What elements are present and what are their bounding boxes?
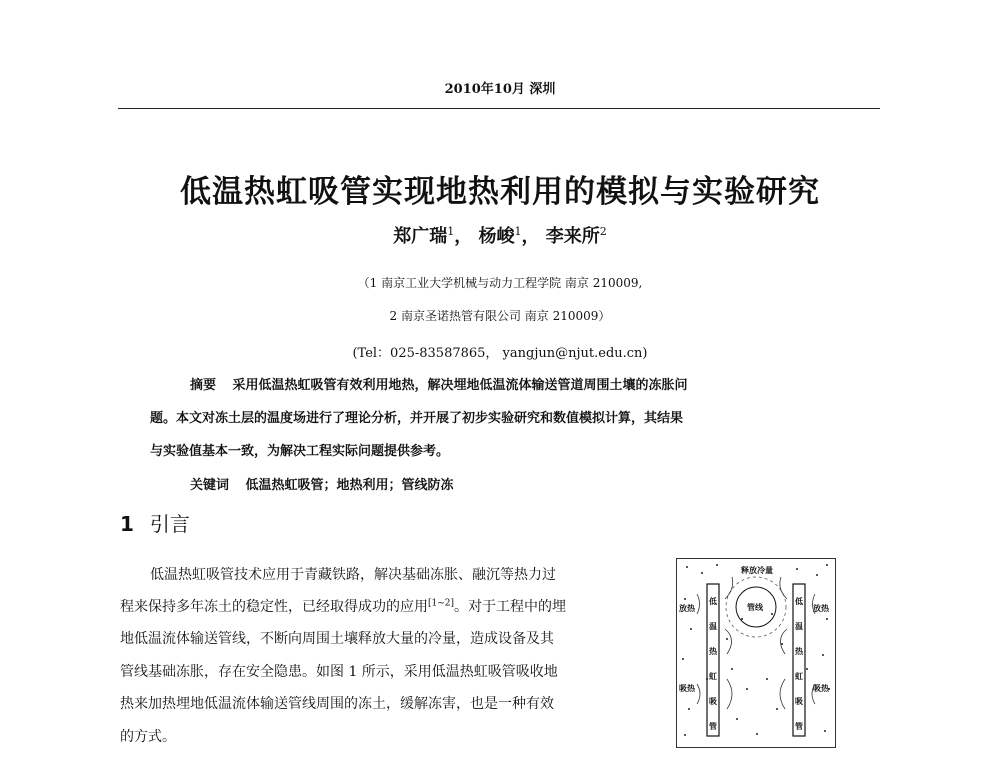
tube-char: 管 (709, 722, 717, 731)
abstract-text: 采用低温热虹吸管有效利用地热，解决埋地低温流体输送管道周围土壤的冻胀问 (232, 378, 688, 393)
figure-label-release-cold: 释放冷量 (741, 566, 773, 575)
header-rule (118, 108, 880, 109)
tube-char: 低 (709, 597, 717, 606)
paper-title: 低温热虹吸管实现地热利用的模拟与实验研究 (180, 174, 820, 210)
contact-info: (Tel：025-83587865， yangjun@njut.edu.cn) (352, 346, 648, 361)
keywords-line (190, 474, 454, 493)
soil-particles (682, 564, 830, 736)
left-tube-label (708, 596, 718, 731)
body-line: 的方式。 (120, 729, 176, 745)
tube-char: 虹 (795, 672, 803, 681)
section-title: 引言 (149, 512, 190, 536)
citation: [1~2] (428, 598, 455, 609)
thermosyphon-tube-left (707, 584, 719, 736)
figure-1-thermosyphon-diagram (676, 558, 836, 748)
right-tube-label (794, 596, 804, 731)
body-line: 管线基础冻胀，存在安全隐患。如图 1 所示，采用低温热虹吸管吸收地 (120, 664, 558, 680)
section-number: 1 (120, 512, 134, 536)
tube-char: 温 (795, 622, 803, 631)
figure-label-pipeline: 管线 (747, 603, 763, 612)
author-affil-mark: 1 (514, 225, 522, 238)
body-line: 低温热虹吸管技术应用于青藏铁路，解决基础冻胀、融沉等热力过 (150, 567, 556, 583)
author-name: 郑广瑞 (393, 226, 448, 247)
tube-char: 温 (709, 622, 717, 631)
keywords-text: 低温热虹吸管；地热利用；管线防冻 (245, 478, 454, 493)
body-line: 热来加热埋地低温流体输送管线周围的冻土，缓解冻害，也是一种有效 (120, 696, 554, 712)
author-name: 杨峻 (478, 226, 515, 247)
author-affil-mark: 1 (447, 225, 455, 238)
body-line: 地低温流体输送管线，不断向周围土壤释放大量的冷量，造成设备及其 (120, 631, 554, 647)
thermosyphon-tube-right (793, 584, 805, 736)
author-name: 李来所 (545, 226, 600, 247)
section-heading (120, 508, 190, 537)
running-header: 2010年10月 深圳 (444, 82, 556, 97)
affiliation-1: （1 南京工业大学机械与动力工程学院 南京 210009, (357, 276, 643, 290)
tube-char: 低 (795, 597, 803, 606)
figure-diagram-svg (677, 559, 835, 747)
tube-char: 热 (709, 647, 717, 656)
body-text: 。对于工程中的埋 (454, 599, 567, 615)
tube-char: 热 (795, 647, 803, 656)
tube-char: 吸 (709, 697, 717, 706)
abstract-line-1 (190, 374, 688, 393)
abstract-line-2: 题。本文对冻土层的温度场进行了理论分析，并开展了初步实验研究和数值模拟计算，其结果 (150, 411, 684, 426)
abstract-line-3: 与实验值基本一致，为解决工程实际问题提供参考。 (150, 444, 450, 459)
body-text: 程来保持多年冻土的稳定性，已经取得成功的应用 (120, 599, 428, 615)
abstract-label: 摘要 (190, 378, 217, 393)
body-line (120, 596, 566, 616)
figure-label-left-absorb: 吸热 (679, 684, 695, 693)
figure-label-left-release: 放热 (679, 604, 695, 613)
tube-char: 吸 (795, 697, 803, 706)
tube-char: 管 (795, 722, 803, 731)
affiliation-2: 2 南京圣诺热管有限公司 南京 210009） (389, 309, 611, 323)
figure-label-right-release: 放热 (813, 604, 829, 613)
figure-label-right-absorb: 吸热 (813, 684, 829, 693)
tube-char: 虹 (709, 672, 717, 681)
keywords-label: 关键词 (190, 478, 230, 493)
author-affil-mark: 2 (599, 225, 607, 238)
author-list: 郑广瑞$^1$， 杨峻$^1$， 李来所$^2$ (393, 225, 607, 247)
